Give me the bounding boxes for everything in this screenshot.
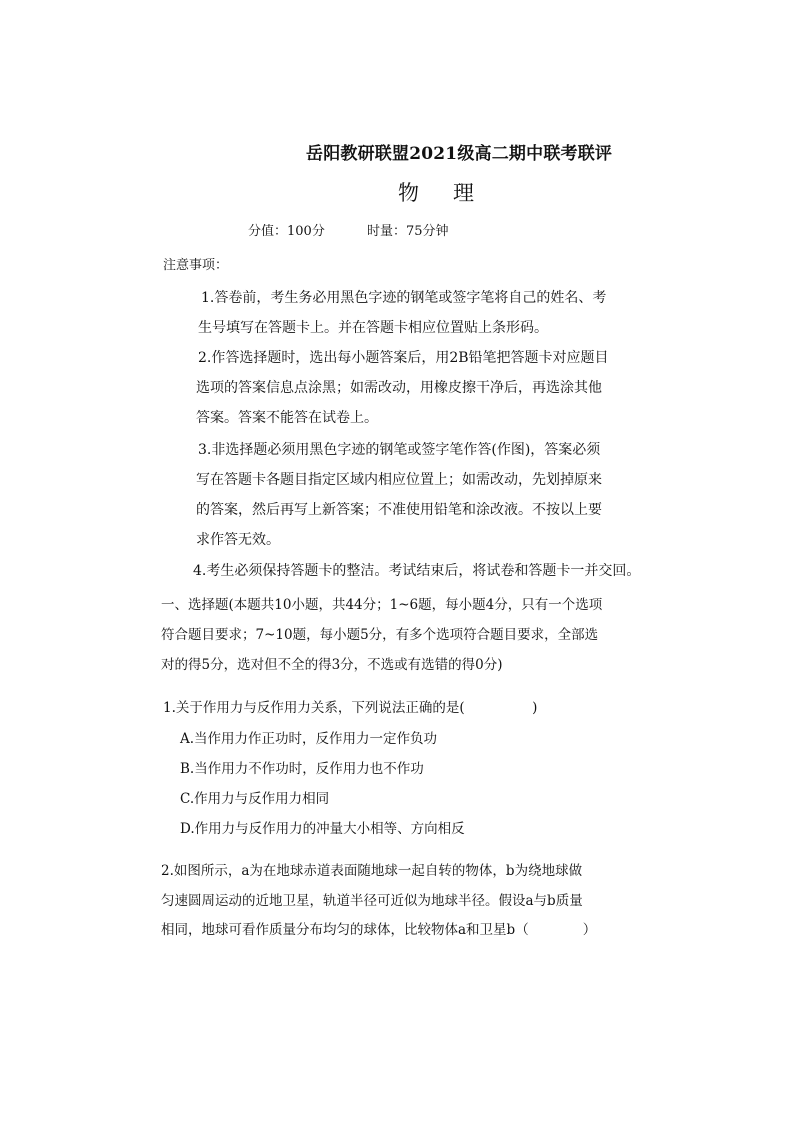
note-line: 的答案，然后再写上新答案；不准使用铅笔和涂改液。不按以上要 <box>196 502 602 518</box>
note-line: 生号填写在答题卡上。并在答题卡相应位置贴上条形码。 <box>198 320 548 336</box>
question-2-stem-line: 2.如图所示，a为在地球赤道表面随地球一起自转的物体，b为绕地球做 <box>161 863 583 879</box>
question-1-option-c: C.作用力与反作用力相同 <box>180 791 330 807</box>
note-line: 选项的答案信息点涂黑；如需改动，用橡皮擦干净后，再选涂其他 <box>196 380 602 396</box>
notes-heading: 注意事项： <box>163 258 229 273</box>
section-instructions-line: 对的得5分，选对但不全的得3分，不选或有选错的得0分) <box>161 657 503 673</box>
note-line: 3.非选择题必须用黑色字迹的钢笔或签字笔作答(作图)，答案必须 <box>198 442 601 458</box>
exam-title: 岳阳教研联盟2021级高二期中联考联评 <box>306 144 613 164</box>
question-1-stem: 1.关于作用力与反作用力关系，下列说法正确的是( ) <box>163 700 538 716</box>
question-2-stem-line: 相同，地球可看作质量分布均匀的球体，比较物体a和卫星b（ ） <box>161 922 597 938</box>
subject-title <box>398 177 474 207</box>
question-1-option-a: A.当作用力作正功时，反作用力一定作负功 <box>180 731 438 747</box>
note-line: 答案。答案不能答在试卷上。 <box>196 410 378 426</box>
section-instructions-line: 一、选择题(本题共10小题，共44分；1~6题，每小题4分，只有一个选项 <box>161 597 603 613</box>
note-line: 写在答题卡各题目指定区域内相应位置上；如需改动，先划掉原来 <box>196 472 602 488</box>
section-instructions-line: 符合题目要求；7~10题，每小题5分，有多个选项符合题目要求，全部选 <box>161 627 599 643</box>
question-1-option-b: B.当作用力不作功时，反作用力也不作功 <box>180 761 424 777</box>
question-2-stem-line: 匀速圆周运动的近地卫星，轨道半径可近似为地球半径。假设a与b质量 <box>161 893 583 909</box>
note-line: 求作答无效。 <box>196 532 280 548</box>
note-line: 1.答卷前，考生务必用黑色字迹的钢笔或签字笔将自己的姓名、考 <box>201 290 607 306</box>
question-1-option-d: D.作用力与反作用力的冲量大小相等、方向相反 <box>180 821 465 837</box>
note-line: 4.考生必须保持答题卡的整洁。考试结束后，将试卷和答题卡一并交回。 <box>193 563 641 579</box>
time-info: 时量：75分钟 <box>367 224 449 239</box>
note-line: 2.作答选择题时，选出每小题答案后，用2B铅笔把答题卡对应题目 <box>198 350 609 366</box>
score-info: 分值：100分 <box>248 224 325 239</box>
subject-char-2: 理 <box>453 181 474 205</box>
subject-char-1: 物 <box>398 181 419 205</box>
